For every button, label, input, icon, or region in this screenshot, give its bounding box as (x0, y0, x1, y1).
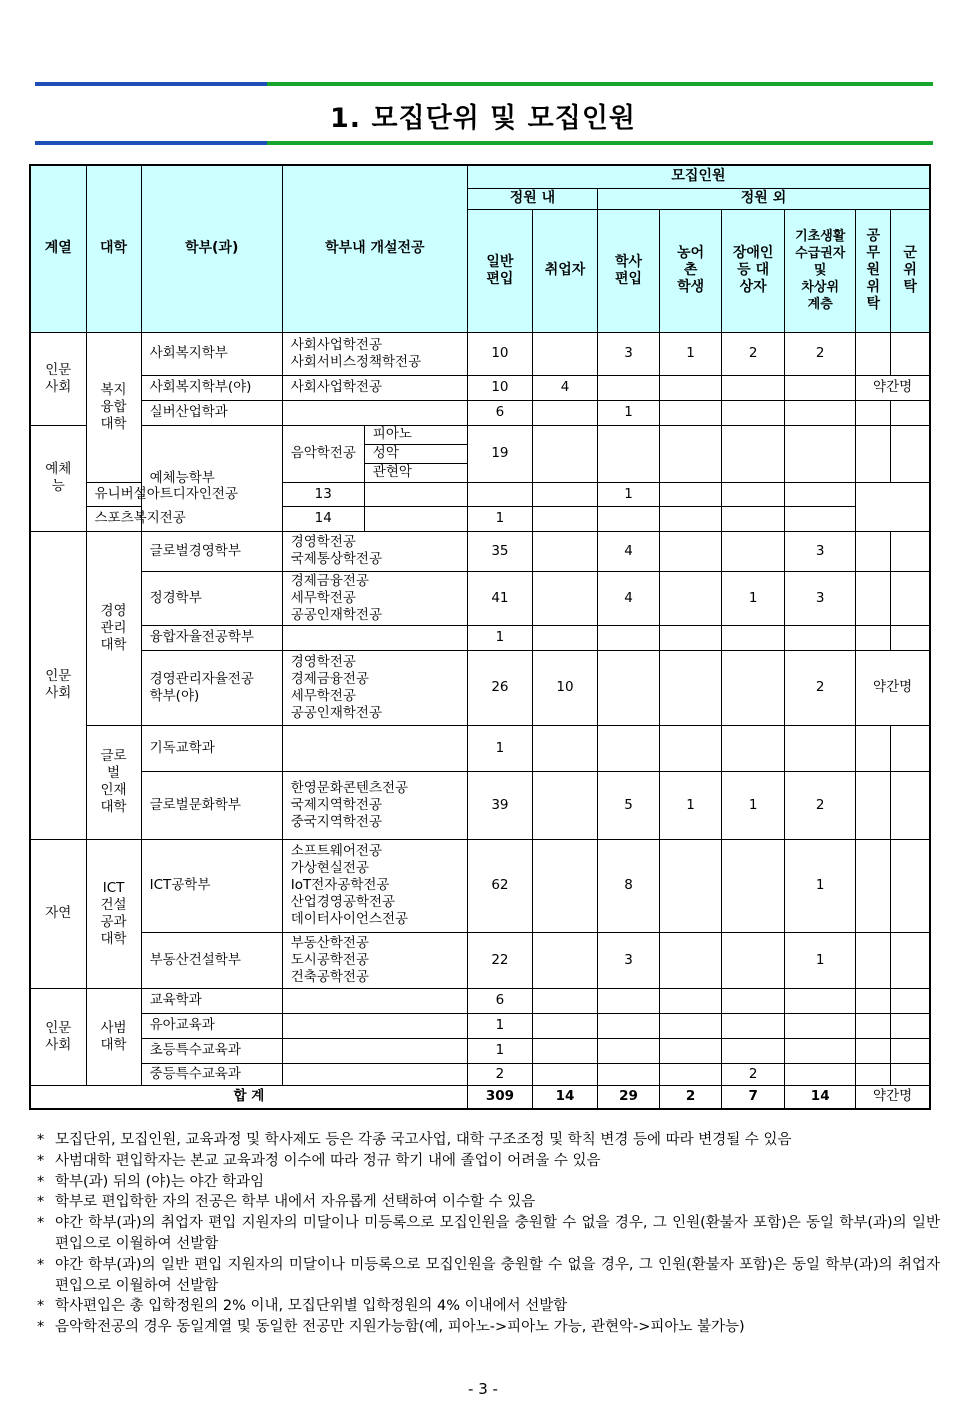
col-jangae: 장애인 등 대 상자 (722, 209, 785, 332)
top-rule (35, 82, 933, 86)
cell-gyeyeol: 인문 사회 (30, 988, 86, 1085)
cell-haksa: 4 (598, 571, 660, 625)
cell-gicho: 2 (785, 771, 856, 839)
cell-sub-major: 피아노 (364, 425, 467, 444)
table-row (30, 571, 930, 625)
cell-major: 유니버설아트디자인전공 (86, 482, 282, 506)
cell-gicho: 2 (785, 332, 856, 375)
cell-major (282, 625, 467, 650)
cell-ilban: 6 (467, 400, 532, 425)
cell-hakbu: 초등특수교육과 (141, 1038, 282, 1063)
table-row (30, 932, 930, 988)
col-jeongwon-oe: 정원 외 (598, 188, 930, 209)
cell-ilban: 13 (282, 482, 364, 506)
cell-gicho: 3 (785, 531, 856, 571)
cell-haksa: 3 (598, 932, 660, 988)
cell-daehak: 복지 융합 대학 (86, 332, 141, 482)
note-item: * 야간 학부(과)의 일반 편입 지원자의 미달이나 미등록으로 모집인원을 충원할 수 없을 경우, 그 인원(환불자 포함)은 동일 학부(과)의 취업자 편입으로 이월하여 선발함 (37, 1256, 940, 1294)
note-item: * 야간 학부(과)의 취업자 편입 지원자의 미달이나 미등록으로 모집인원을 충원할 수 없을 경우, 그 인원(환불자 포함)은 동일 학부(과)의 일반 편입으로 이월하여 선발함 (37, 1215, 940, 1252)
cell-ilban: 39 (467, 771, 532, 839)
table-row (30, 506, 930, 531)
total-nongeo: 2 (660, 1085, 722, 1109)
cell-gyeyeol: 예체 능 (30, 425, 86, 531)
notes-list (37, 1130, 940, 1338)
cell-hakbu: 실버산업학과 (141, 400, 282, 425)
cell-ilban: 26 (467, 650, 532, 725)
table-row (30, 425, 930, 444)
cell-ilban: 62 (467, 839, 532, 932)
cell-gyeyeol: 인문 사회 (30, 332, 86, 425)
note-item: * 사범대학 편입학자는 본교 교육과정 이수에 따라 정규 학기 내에 졸업이 어려울 수 있음 (37, 1152, 601, 1169)
cell-major: 경영학전공 국제통상학전공 (282, 531, 467, 571)
total-chwieop: 14 (532, 1085, 597, 1109)
col-hakbu: 학부(과) (141, 165, 282, 332)
cell-nongeo: 1 (660, 332, 722, 375)
cell-haksa: 3 (598, 332, 660, 375)
cell-ilban: 19 (467, 425, 532, 482)
cell-haksa: 5 (598, 771, 660, 839)
table-row (30, 1038, 930, 1063)
cell-ilban: 1 (467, 1013, 532, 1038)
table-row (30, 332, 930, 375)
cell-major (282, 400, 467, 425)
cell-gicho: 1 (785, 839, 856, 932)
cell-haksa: 1 (467, 506, 532, 531)
section-title: 1. 모집단위 및 모집인원 (330, 103, 636, 134)
cell-jangae: 1 (722, 571, 785, 625)
note-item: * 학사편입은 총 입학정원의 2% 이내, 모집단위별 입학정원의 4% 이내에서 선발함 (37, 1298, 568, 1315)
cell-ilban: 41 (467, 571, 532, 625)
cell-hakbu: 부동산건설학부 (141, 932, 282, 988)
cell-ilban: 10 (467, 375, 532, 400)
cell-daehak: ICT 건설 공과 대학 (86, 839, 141, 988)
cell-sub-major: 성악 (364, 444, 467, 463)
cell-hakbu: 기독교학과 (141, 725, 282, 771)
cell-ilban: 2 (467, 1063, 532, 1085)
total-label: 합 계 (30, 1085, 467, 1109)
cell-hakbu: 경영관리자율전공 학부(야) (141, 650, 282, 725)
total-row (30, 1085, 930, 1109)
table-row (30, 771, 930, 839)
table-row (30, 650, 930, 725)
table-row (30, 400, 930, 425)
cell-major: 경영학전공 경제금융전공 세무학전공 공공인재학전공 (282, 650, 467, 725)
cell-hakbu: 유아교육과 (141, 1013, 282, 1038)
cell-sub-major: 관현악 (364, 463, 467, 482)
cell-ilban: 22 (467, 932, 532, 988)
table-row (30, 988, 930, 1013)
cell-gicho: 2 (785, 650, 856, 725)
table-row (30, 531, 930, 571)
cell-major: 한영문화콘텐츠전공 국제지역학전공 중국지역학전공 (282, 771, 467, 839)
cell-daehak: 경영 관리 대학 (86, 531, 141, 725)
table-row (30, 839, 930, 932)
cell-major: 음악학전공 (282, 425, 364, 482)
col-daehak: 대학 (86, 165, 141, 332)
cell-ilban: 10 (467, 332, 532, 375)
table-row (30, 1063, 930, 1085)
col-mojip: 모집인원 (467, 165, 930, 188)
note-item: * 모집단위, 모집인원, 교육과정 및 학사제도 등은 각종 국고사업, 대학 구조조정 및 학칙 변경 등에 따라 변경될 수 있음 (37, 1132, 792, 1148)
cell-ilban: 1 (467, 725, 532, 771)
cell-ilban: 6 (467, 988, 532, 1013)
cell-haksa: 1 (598, 400, 660, 425)
cell-major: 사회사업학전공 (282, 375, 467, 400)
note-item: * 학부로 편입학한 자의 전공은 학부 내에서 자유롭게 선택하여 이수할 수 있음 (37, 1194, 536, 1211)
table-row (30, 625, 930, 650)
cell-hakbu: 글로벌경영학부 (141, 531, 282, 571)
col-chwieop: 취업자 (532, 209, 597, 332)
cell-hakbu: ICT공학부 (141, 839, 282, 932)
cell-jangae: 2 (722, 332, 785, 375)
cell-hakbu: 글로벌문화학부 (141, 771, 282, 839)
col-gongmu: 공 무 원 위 탁 (856, 209, 891, 332)
page-number: - 3 - (468, 1380, 498, 1398)
cell-jangae: 1 (722, 771, 785, 839)
total-wetak: 약간명 (856, 1085, 930, 1109)
cell-major: 사회사업학전공 사회서비스정책학전공 (282, 332, 467, 375)
cell-wetak: 약간명 (856, 650, 930, 725)
cell-hakbu: 중등특수교육과 (141, 1063, 282, 1085)
cell-hakbu: 사회복지학부(야) (141, 375, 282, 400)
cell-ilban: 14 (282, 506, 364, 531)
recruitment-table (29, 164, 931, 1110)
cell-daehak: 글로 벌 인재 대학 (86, 725, 141, 839)
cell-chwieop: 10 (532, 650, 597, 725)
col-gicho: 기초생활 수급권자 및 차상위 계층 (785, 209, 856, 332)
cell-hakbu: 예체능학부 (141, 425, 282, 531)
cell-ilban: 1 (467, 625, 532, 650)
cell-daehak: 사범 대학 (86, 988, 141, 1085)
cell-gunwi (891, 332, 930, 375)
cell-major: 소프트웨어전공 가상현실전공 IoT전자공학전공 산업경영공학전공 데이터사이언스전공 (282, 839, 467, 932)
cell-gyeyeol: 자연 (30, 839, 86, 988)
cell-gongmu (856, 332, 891, 375)
cell-hakbu: 정경학부 (141, 571, 282, 625)
cell-wetak: 약간명 (856, 375, 930, 400)
cell-gicho: 3 (785, 571, 856, 625)
col-gyeyeol: 계열 (30, 165, 86, 332)
cell-hakbu: 사회복지학부 (141, 332, 282, 375)
cell-nongeo: 1 (660, 771, 722, 839)
table-row (30, 375, 930, 400)
cell-hakbu: 융합자율전공학부 (141, 625, 282, 650)
cell-hakbu: 교육학과 (141, 988, 282, 1013)
cell-jangae: 2 (722, 1063, 785, 1085)
note-item: * 음악학전공의 경우 동일계열 및 동일한 전공만 지원가능함(예, 피아노->피아노 가능, 관현악->피아노 불가능) (37, 1319, 745, 1336)
total-jangae: 7 (722, 1085, 785, 1109)
cell-major (282, 725, 467, 771)
col-jeongwon-nae: 정원 내 (467, 188, 597, 209)
cell-gicho: 1 (785, 932, 856, 988)
cell-jangae: 1 (598, 482, 660, 506)
col-major: 학부내 개설전공 (282, 165, 467, 332)
col-nongeo: 농어 촌 학생 (660, 209, 722, 332)
total-haksa: 29 (598, 1085, 660, 1109)
note-item: * 학부(과) 뒤의 (야)는 야간 학과임 (37, 1173, 265, 1190)
col-haksa: 학사 편입 (598, 209, 660, 332)
cell-chwieop (532, 332, 597, 375)
cell-ilban: 35 (467, 531, 532, 571)
cell-chwieop: 4 (532, 375, 597, 400)
cell-ilban: 1 (467, 1038, 532, 1063)
cell-haksa: 8 (598, 839, 660, 932)
table-row (30, 725, 930, 771)
table-row (30, 1013, 930, 1038)
cell-major: 스포츠복지전공 (86, 506, 282, 531)
cell-major: 부동산학전공 도시공학전공 건축공학전공 (282, 932, 467, 988)
col-gunwi: 군 위 탁 (891, 209, 930, 332)
bottom-rule (35, 141, 933, 145)
cell-major: 경제금융전공 세무학전공 공공인재학전공 (282, 571, 467, 625)
table-row (30, 482, 930, 506)
col-ilban: 일반 편입 (467, 209, 532, 332)
cell-haksa: 4 (598, 531, 660, 571)
total-ilban: 309 (467, 1085, 532, 1109)
cell-gyeyeol: 인문 사회 (30, 531, 86, 839)
total-gicho: 14 (785, 1085, 856, 1109)
